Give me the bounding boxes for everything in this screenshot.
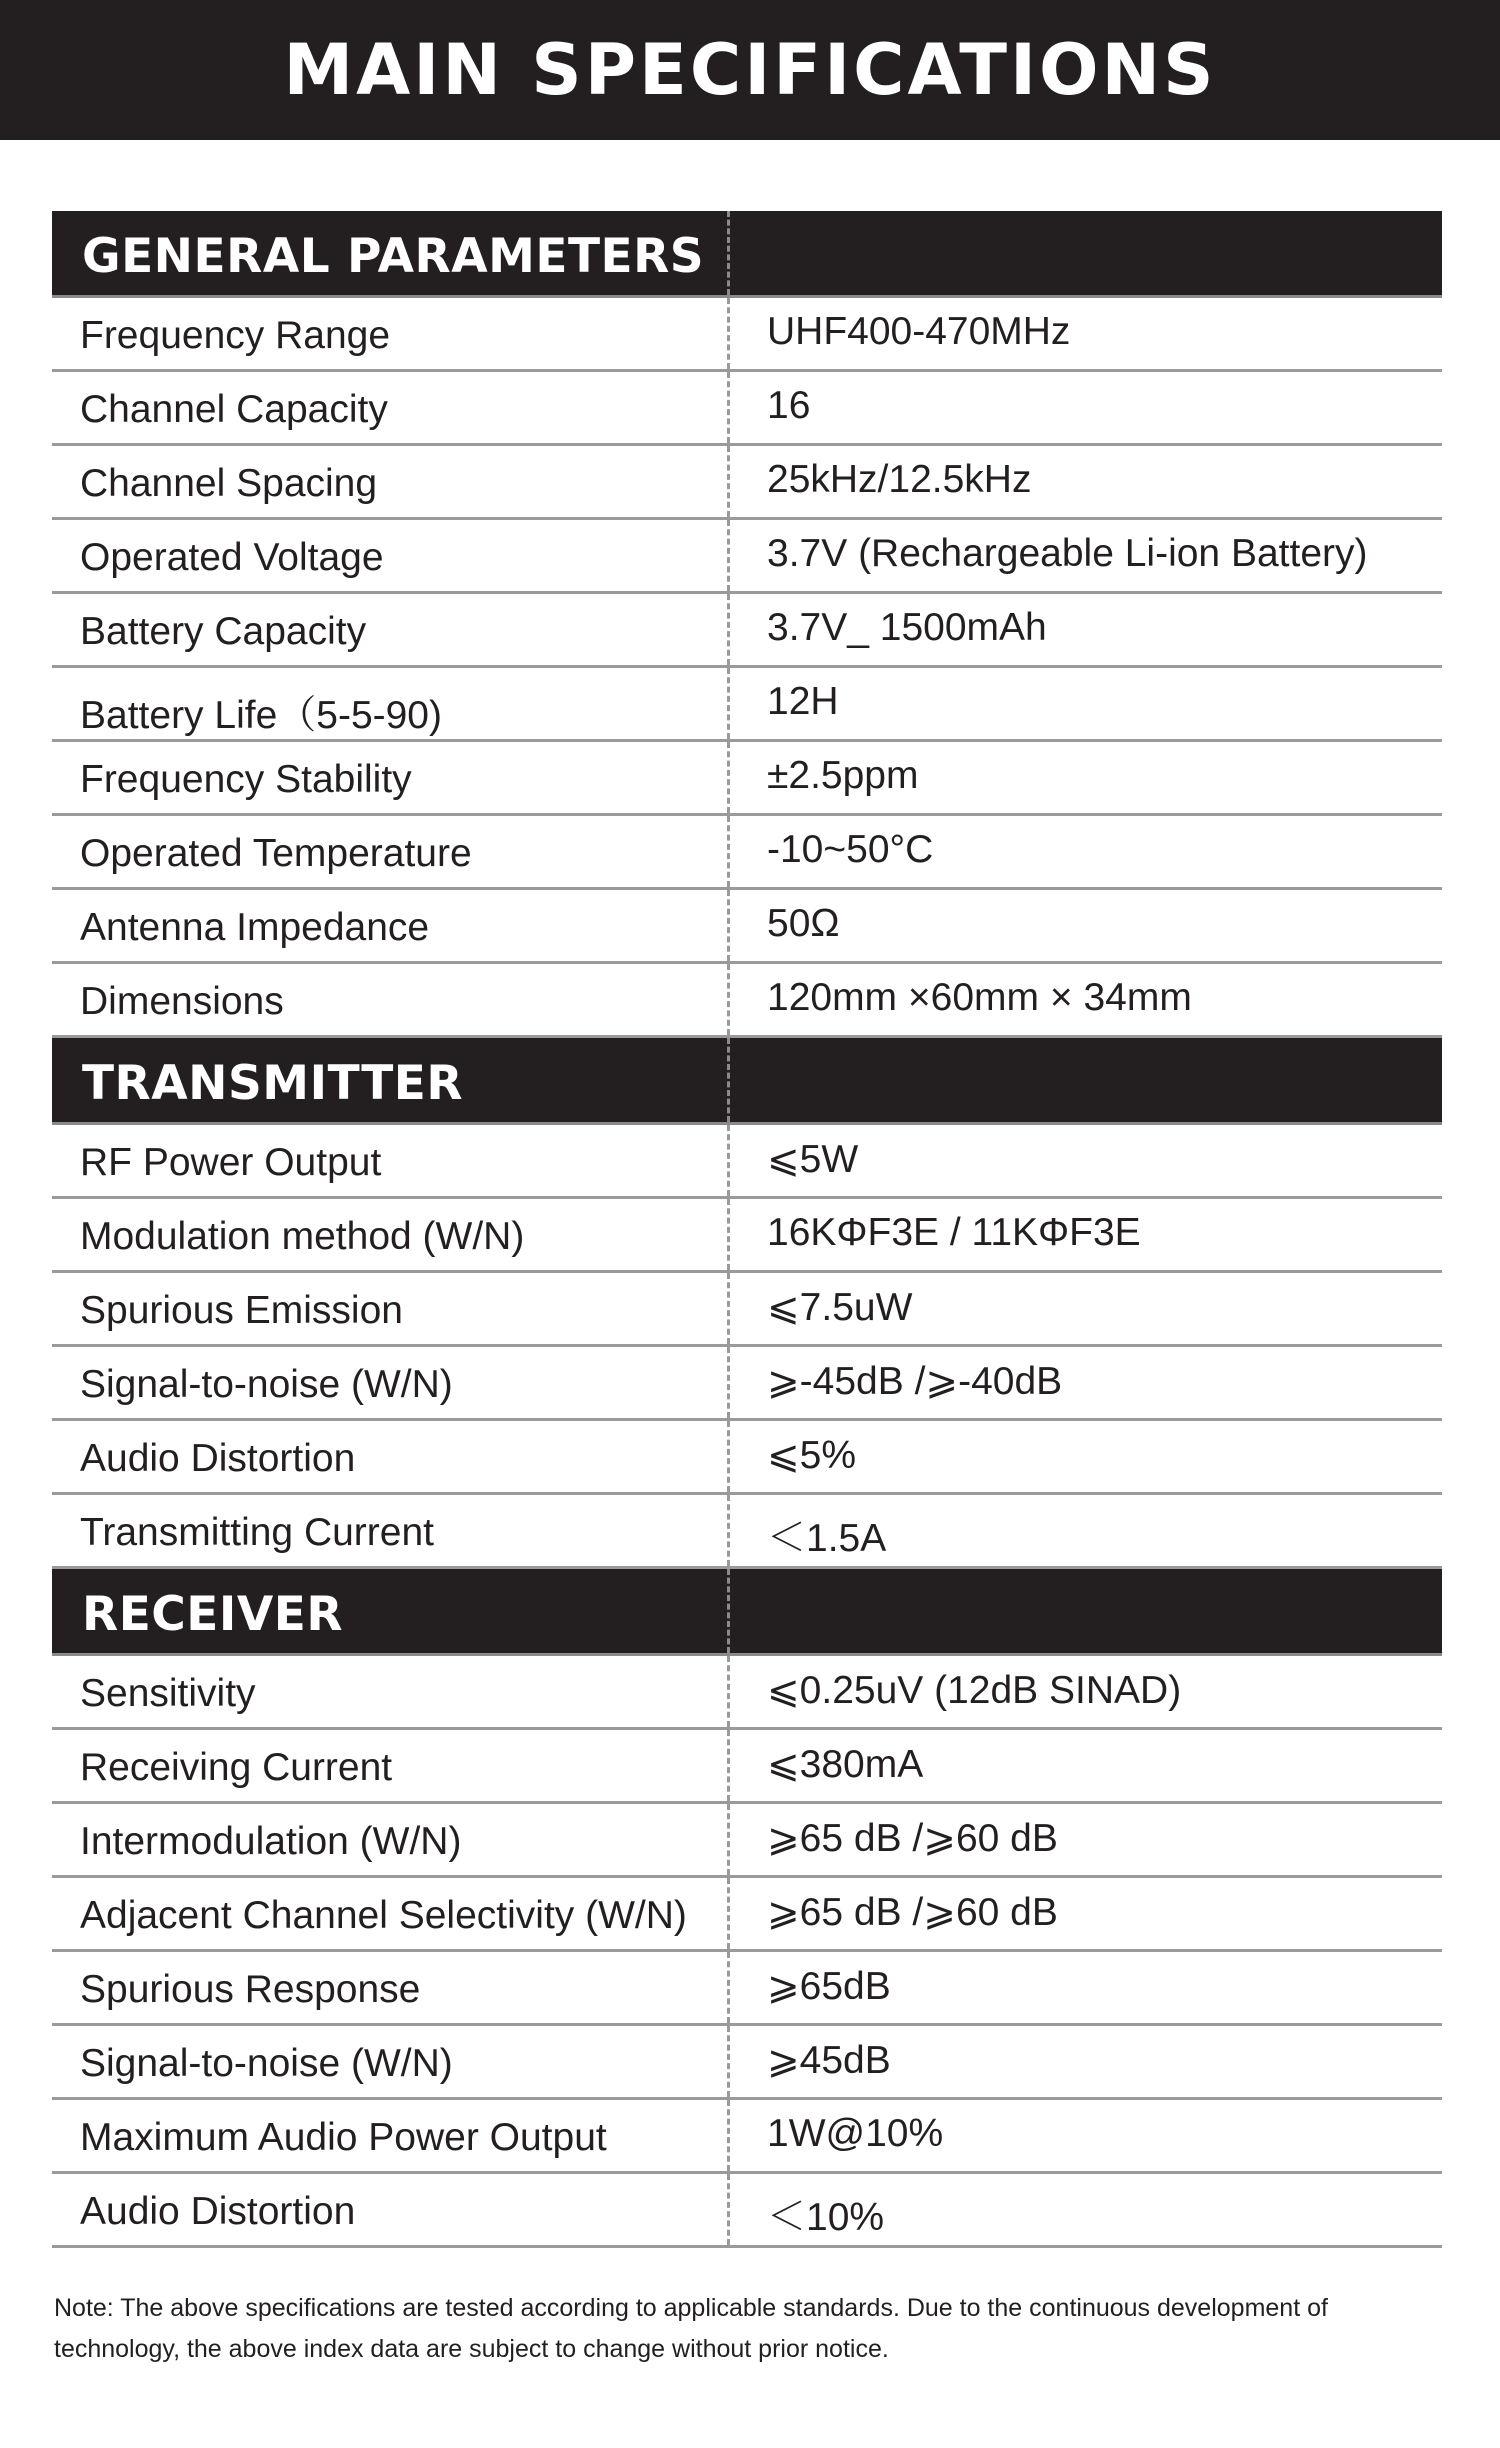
spec-label: Operated Temperature (80, 832, 472, 875)
spec-value: ⩾65 dB /⩾60 dB (767, 1817, 1058, 1860)
section-heading: TRANSMITTER (82, 1056, 464, 1111)
spec-row (52, 816, 1442, 890)
spec-row (52, 1347, 1442, 1421)
spec-row (52, 742, 1442, 816)
column-divider (727, 1495, 730, 1566)
spec-label: RF Power Output (80, 1141, 382, 1184)
spec-value: 16KΦF3E / 11KΦF3E (767, 1211, 1141, 1254)
spec-row (52, 372, 1442, 446)
column-divider (727, 446, 730, 517)
section-heading-bar (52, 211, 1442, 298)
spec-label: Sensitivity (80, 1672, 256, 1715)
spec-value: 50Ω (767, 902, 840, 945)
spec-label: Frequency Range (80, 314, 391, 357)
spec-table (52, 211, 1442, 2248)
column-divider (727, 520, 730, 591)
spec-value: ⩽0.25uV (12dB SINAD) (767, 1669, 1182, 1712)
column-divider (727, 1421, 730, 1492)
spec-label: Transmitting Current (80, 1511, 434, 1554)
spec-row (52, 446, 1442, 520)
spec-row (52, 1421, 1442, 1495)
spec-row (52, 964, 1442, 1038)
column-divider (727, 1199, 730, 1270)
spec-value: UHF400-470MHz (767, 310, 1071, 353)
spec-row (52, 890, 1442, 964)
column-divider (727, 2174, 730, 2245)
spec-label: Spurious Emission (80, 1289, 403, 1332)
spec-label: Battery Life（5-5-90) (80, 694, 442, 737)
spec-row (52, 1952, 1442, 2026)
spec-row (52, 520, 1442, 594)
spec-value: ＜10% (767, 2196, 885, 2239)
section-transmitter (52, 1038, 1442, 1569)
spec-row (52, 1199, 1442, 1273)
section-receiver (52, 1569, 1442, 2248)
section-general-parameters (52, 211, 1442, 1038)
spec-row (52, 2174, 1442, 2248)
spec-label: Maximum Audio Power Output (80, 2116, 607, 2159)
spec-value: 1W@10% (767, 2112, 944, 2155)
spec-value: 3.7V_ 1500mAh (767, 606, 1047, 649)
spec-value: ±2.5ppm (767, 754, 919, 797)
disclaimer-note: Note: The above specifications are tested according to applicable standards. Due to the continuous development of technology, the above index data are subject to change without prior notice. (54, 2294, 1328, 2363)
spec-label: Adjacent Channel Selectivity (W/N) (80, 1894, 687, 1937)
spec-value: ⩽380mA (767, 1743, 924, 1786)
section-heading-bar (52, 1038, 1442, 1125)
section-heading: RECEIVER (82, 1587, 344, 1642)
spec-value: 16 (767, 384, 811, 427)
spec-row (52, 1730, 1442, 1804)
spec-row (52, 1495, 1442, 1569)
column-divider (727, 1804, 730, 1875)
spec-value: -10~50°C (767, 828, 934, 871)
column-divider (727, 742, 730, 813)
spec-label: Modulation method (W/N) (80, 1215, 525, 1258)
spec-row (52, 2100, 1442, 2174)
spec-label: Signal-to-noise (W/N) (80, 1363, 453, 1406)
spec-value: ⩽5W (767, 1138, 859, 1181)
spec-value: ⩾-45dB /⩾-40dB (767, 1360, 1063, 1403)
column-divider (727, 1125, 730, 1196)
spec-label: Battery Capacity (80, 610, 367, 653)
spec-value: ＜1.5A (767, 1517, 887, 1560)
spec-row (52, 298, 1442, 372)
spec-value: 3.7V (Rechargeable Li-ion Battery) (767, 532, 1368, 575)
spec-row (52, 1878, 1442, 1952)
spec-label: Signal-to-noise (W/N) (80, 2042, 453, 2085)
spec-label: Receiving Current (80, 1746, 393, 1789)
column-divider (727, 890, 730, 961)
column-divider (727, 1347, 730, 1418)
section-heading-bar (52, 1569, 1442, 1656)
column-divider (727, 964, 730, 1035)
spec-value: ⩽7.5uW (767, 1286, 913, 1329)
spec-value: 12H (767, 680, 839, 723)
column-divider (727, 1730, 730, 1801)
spec-label: Dimensions (80, 980, 284, 1023)
spec-label: Audio Distortion (80, 1437, 356, 1480)
column-divider (727, 2026, 730, 2097)
spec-value: ⩾65dB (767, 1965, 891, 2008)
spec-label: Operated Voltage (80, 536, 384, 579)
spec-label: Intermodulation (W/N) (80, 1820, 462, 1863)
section-heading: GENERAL PARAMETERS (82, 229, 705, 284)
column-divider (727, 2100, 730, 2171)
spec-row (52, 2026, 1442, 2100)
column-divider (727, 668, 730, 739)
column-divider (727, 372, 730, 443)
column-divider (727, 816, 730, 887)
spec-row (52, 1273, 1442, 1347)
spec-row (52, 1656, 1442, 1730)
spec-value: ⩽5% (767, 1434, 857, 1477)
column-divider (727, 298, 730, 369)
spec-row (52, 668, 1442, 742)
column-divider (727, 1656, 730, 1727)
column-divider (727, 594, 730, 665)
spec-label: Channel Capacity (80, 388, 388, 431)
spec-value: ⩾65 dB /⩾60 dB (767, 1891, 1058, 1934)
column-divider (727, 1878, 730, 1949)
column-divider (727, 1569, 730, 1653)
spec-row (52, 1125, 1442, 1199)
column-divider (727, 211, 730, 295)
spec-label: Spurious Response (80, 1968, 421, 2011)
title-banner (0, 0, 1500, 140)
spec-label: Frequency Stability (80, 758, 412, 801)
spec-value: 25kHz/12.5kHz (767, 458, 1032, 501)
spec-row (52, 1804, 1442, 1878)
spec-value: ⩾45dB (767, 2039, 891, 2082)
spec-label: Channel Spacing (80, 462, 378, 505)
spec-label: Antenna Impedance (80, 906, 430, 949)
column-divider (727, 1273, 730, 1344)
column-divider (727, 1038, 730, 1122)
column-divider (727, 1952, 730, 2023)
spec-value: 120mm ×60mm × 34mm (767, 976, 1192, 1019)
spec-row (52, 594, 1442, 668)
spec-label: Audio Distortion (80, 2190, 356, 2233)
page-title: MAIN SPECIFICATIONS (283, 29, 1217, 111)
